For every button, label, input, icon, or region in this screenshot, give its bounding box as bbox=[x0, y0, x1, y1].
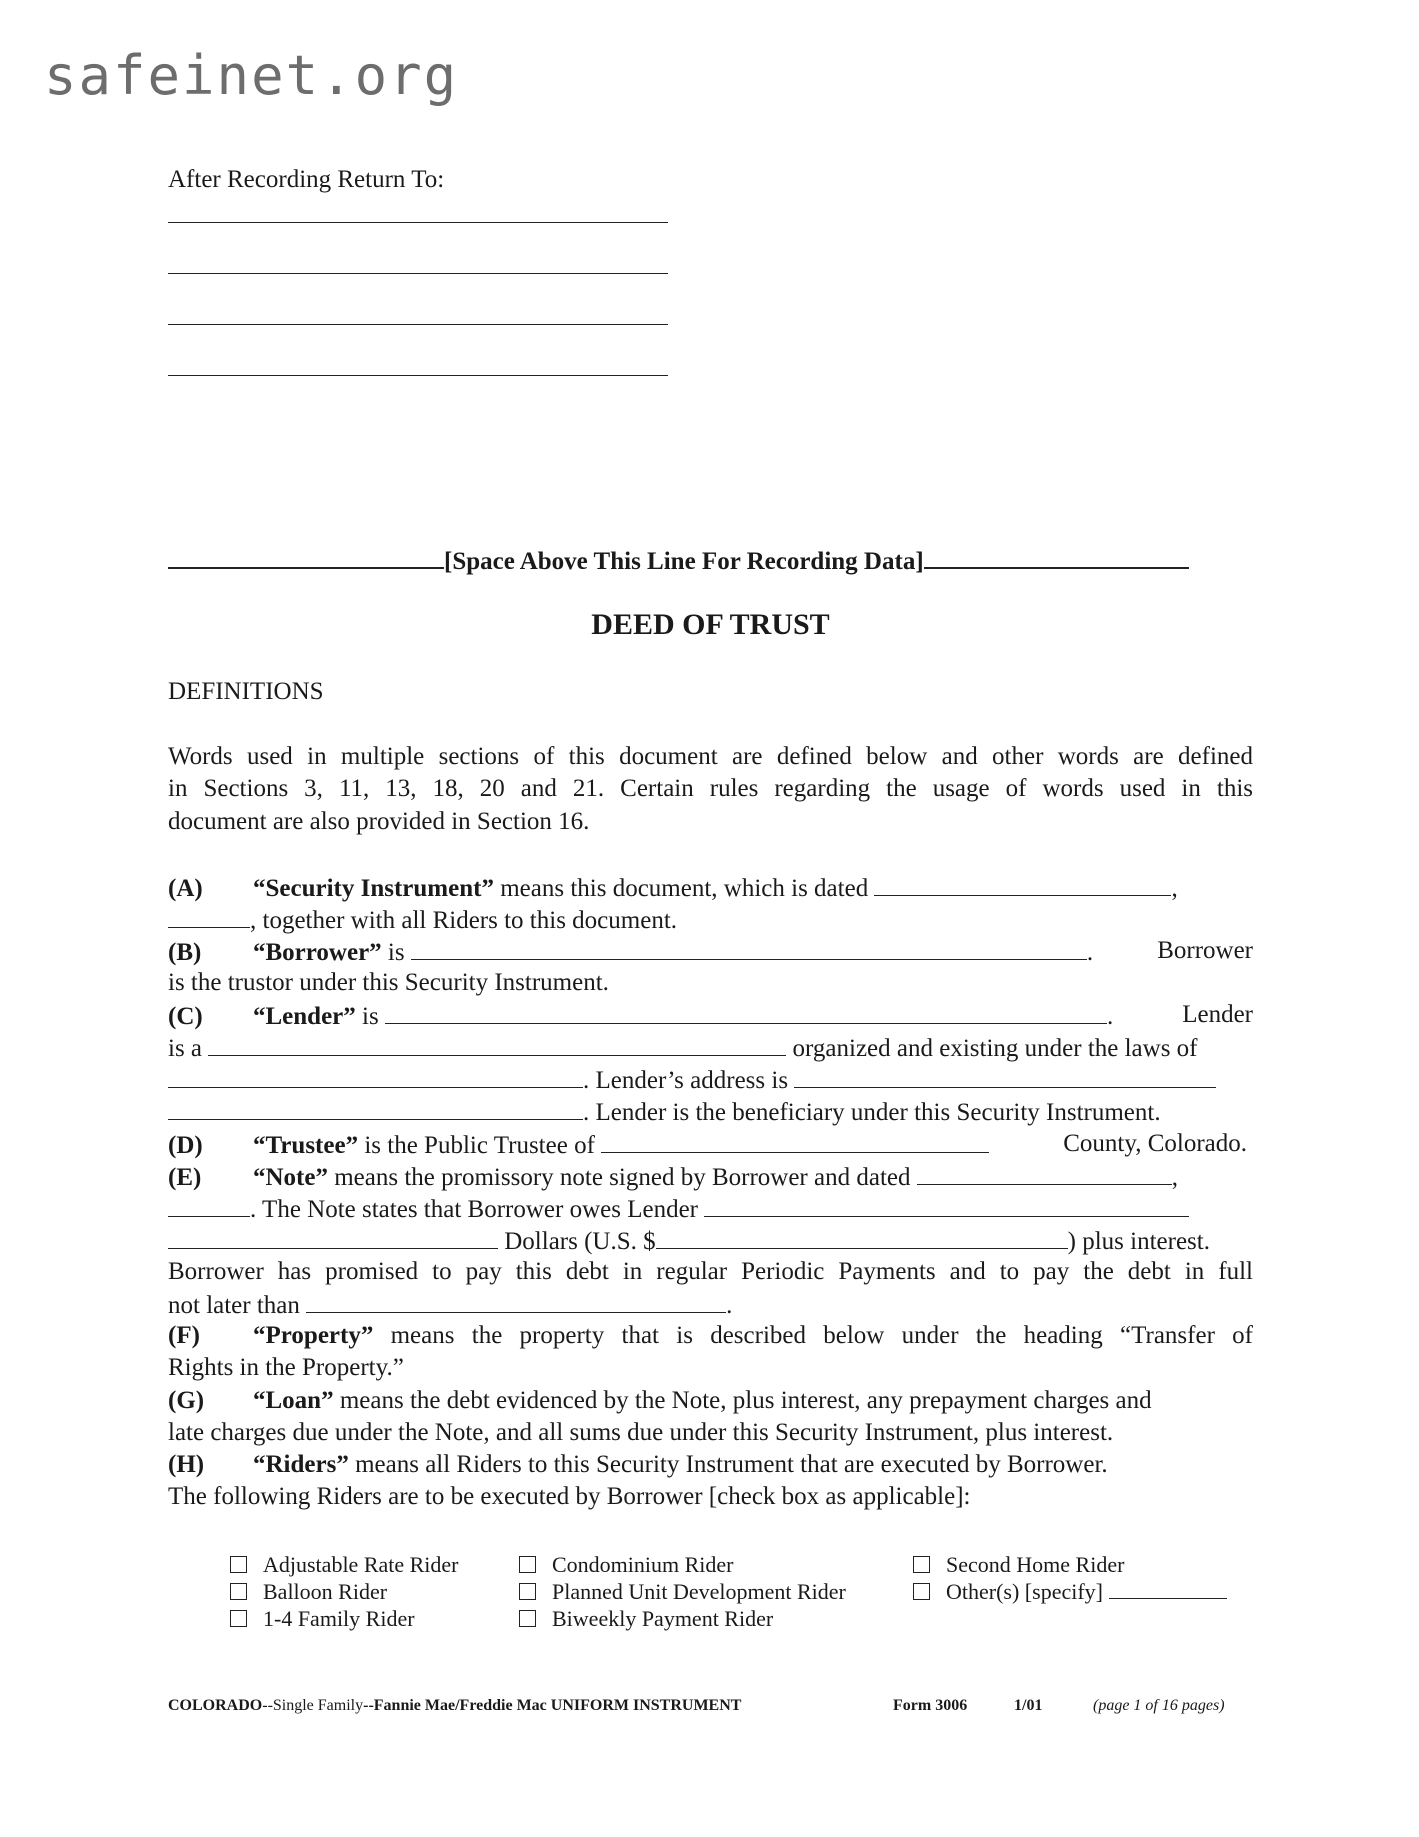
definition-e-term: “Note” bbox=[253, 1164, 328, 1191]
definition-e-cont-1 bbox=[168, 1192, 1253, 1227]
definition-b-text: is bbox=[381, 939, 411, 966]
definition-g-label: (G) bbox=[168, 1387, 205, 1414]
definition-c-text3: . Lender’s address is bbox=[583, 1067, 795, 1094]
trustee-county-field[interactable] bbox=[601, 1128, 989, 1153]
footer-instrument: COLORADO--Single Family--Fannie Mae/Freddie Mac UNIFORM INSTRUMENT bbox=[168, 1697, 742, 1714]
rider-item bbox=[519, 1551, 846, 1578]
definition-f-text: means the property that is described below under the heading “Transfer of bbox=[373, 1322, 1253, 1349]
definition-e-text: means the promissory note signed by Borrower and dated bbox=[327, 1164, 917, 1191]
separator-text: [Space Above This Line For Recording Data] bbox=[444, 548, 924, 575]
rider-label: Adjustable Rate Rider bbox=[263, 1552, 459, 1577]
definition-c-cont-3 bbox=[168, 1095, 1253, 1130]
definition-b-tail: Borrower bbox=[1157, 937, 1253, 964]
definition-e-cont-2 bbox=[168, 1224, 1253, 1259]
rider-item bbox=[230, 1578, 459, 1605]
footer-form-date: 1/01 bbox=[1014, 1697, 1043, 1714]
definition-h-term: “Riders” bbox=[253, 1451, 349, 1478]
definition-c-tail: Lender bbox=[1182, 1001, 1253, 1028]
document-title: DEED OF TRUST bbox=[591, 608, 830, 641]
rider-checkbox-biweekly[interactable] bbox=[519, 1610, 536, 1627]
rider-label: 1-4 Family Rider bbox=[263, 1606, 415, 1631]
definition-c-cont-1 bbox=[168, 1031, 1253, 1066]
definition-e-text2: . The Note states that Borrower owes Lender bbox=[250, 1196, 705, 1223]
definition-c-cont-2 bbox=[168, 1063, 1253, 1098]
watermark: safeinet.org bbox=[44, 44, 459, 107]
rider-checkbox-second-home[interactable] bbox=[913, 1556, 930, 1573]
intro-line-1: Words used in multiple sections of this document are defined below and other words are defined bbox=[168, 743, 1253, 770]
definition-d-tail: County, Colorado. bbox=[1063, 1130, 1247, 1157]
note-year-field[interactable] bbox=[168, 1192, 250, 1217]
intro-line-3: document are also provided in Section 16. bbox=[168, 808, 590, 835]
rider-label: Biweekly Payment Rider bbox=[552, 1606, 774, 1631]
riders-column-1 bbox=[230, 1551, 459, 1632]
definition-b-cont: is the trustor under this Security Instrument. bbox=[168, 969, 609, 996]
definition-h-cont: The following Riders are to be executed by Borrower [check box as applicable]: bbox=[168, 1483, 971, 1510]
definition-h-label: (H) bbox=[168, 1451, 205, 1478]
lender-entity-type-field[interactable] bbox=[208, 1031, 786, 1056]
return-to-label: After Recording Return To: bbox=[168, 166, 445, 193]
rider-label: Other(s) [specify] bbox=[946, 1579, 1109, 1604]
definition-d-text: is the Public Trustee of bbox=[358, 1132, 602, 1159]
note-amount-usd-field[interactable] bbox=[656, 1224, 1068, 1249]
definition-e-text3a: Dollars (U.S. $ bbox=[498, 1228, 656, 1255]
definition-c-text2a: is a bbox=[168, 1035, 209, 1062]
definition-c-text4: . Lender is the beneficiary under this Security Instrument. bbox=[583, 1099, 1161, 1126]
definition-c-text2b: organized and existing under the laws of bbox=[786, 1035, 1198, 1062]
definition-a-text2: , together with all Riders to this document. bbox=[250, 907, 678, 934]
note-date-field[interactable] bbox=[917, 1160, 1172, 1185]
definition-b: (B) “Borrower” is . Borrower bbox=[168, 935, 1253, 970]
definition-f bbox=[168, 1320, 1253, 1353]
security-instrument-year-field[interactable] bbox=[168, 903, 250, 928]
definitions-heading: DEFINITIONS bbox=[168, 678, 324, 705]
definition-e-cont-3: Borrower has promised to pay this debt in regular Periodic Payments and to pay the debt in full bbox=[168, 1258, 1253, 1285]
rider-checkbox-adjustable-rate[interactable] bbox=[230, 1556, 247, 1573]
definition-b-term: “Borrower” bbox=[253, 939, 382, 966]
riders-column-3 bbox=[913, 1551, 1227, 1605]
footer-form-number: Form 3006 bbox=[893, 1697, 968, 1714]
definition-g bbox=[168, 1385, 1253, 1418]
other-rider-specify-field[interactable] bbox=[1109, 1578, 1227, 1599]
rider-item bbox=[913, 1551, 1227, 1578]
footer-page-number: (page 1 of 16 pages) bbox=[1093, 1697, 1225, 1714]
return-line-3[interactable] bbox=[168, 324, 668, 325]
definition-a-cont bbox=[168, 903, 1253, 938]
definition-g-text: means the debt evidenced by the Note, plus interest, any prepayment charges and bbox=[333, 1387, 1152, 1414]
riders-column-2 bbox=[519, 1551, 846, 1632]
definition-a: (A) “Security Instrument” means this document, which is dated , bbox=[168, 871, 1253, 906]
separator-line-left bbox=[168, 545, 444, 569]
definition-f-term: “Property” bbox=[253, 1322, 374, 1349]
definition-e-text5: not later than bbox=[168, 1292, 307, 1319]
rider-label: Second Home Rider bbox=[946, 1552, 1125, 1577]
definition-d-label: (D) bbox=[168, 1132, 203, 1159]
definition-h bbox=[168, 1449, 1253, 1482]
rider-checkbox-planned-unit[interactable] bbox=[519, 1583, 536, 1600]
rider-checkbox-condominium[interactable] bbox=[519, 1556, 536, 1573]
rider-checkbox-1-4-family[interactable] bbox=[230, 1610, 247, 1627]
definition-c: (C) “Lender” is . Lender bbox=[168, 999, 1253, 1034]
definition-a-label: (A) bbox=[168, 875, 203, 902]
lender-jurisdiction-field[interactable] bbox=[168, 1063, 583, 1088]
rider-item bbox=[519, 1578, 846, 1605]
definition-f-label: (F) bbox=[168, 1322, 200, 1349]
definition-c-text: is bbox=[355, 1003, 385, 1030]
return-line-4[interactable] bbox=[168, 375, 668, 376]
definition-c-term: “Lender” bbox=[253, 1003, 356, 1030]
note-maturity-date-field[interactable] bbox=[306, 1288, 726, 1313]
definition-d-term: “Trustee” bbox=[253, 1132, 359, 1159]
rider-item bbox=[230, 1551, 459, 1578]
rider-checkbox-other[interactable] bbox=[913, 1583, 930, 1600]
recording-data-separator bbox=[168, 545, 1253, 579]
lender-address-field-1[interactable] bbox=[794, 1063, 1216, 1088]
definition-e-cont-4: not later than . bbox=[168, 1288, 1253, 1323]
definition-e-text3b: ) plus interest. bbox=[1067, 1228, 1210, 1255]
security-instrument-date-field[interactable] bbox=[874, 871, 1171, 896]
note-amount-words-field-1[interactable] bbox=[704, 1192, 1189, 1217]
rider-item bbox=[913, 1578, 1227, 1605]
definition-f-cont: Rights in the Property.” bbox=[168, 1354, 404, 1381]
definition-a-term: “Security Instrument” bbox=[253, 875, 494, 902]
intro-line-2: in Sections 3, 11, 13, 18, 20 and 21. Certain rules regarding the usage of words used in this bbox=[168, 775, 1253, 802]
borrower-name-field[interactable] bbox=[411, 935, 1087, 960]
definition-e-label: (E) bbox=[168, 1164, 202, 1191]
definition-e: (E) “Note” means the promissory note signed by Borrower and dated , bbox=[168, 1160, 1253, 1195]
rider-item bbox=[519, 1605, 846, 1632]
definition-a-text: means this document, which is dated bbox=[493, 875, 875, 902]
rider-label: Balloon Rider bbox=[263, 1579, 388, 1604]
definition-b-label: (B) bbox=[168, 939, 202, 966]
definition-h-text: means all Riders to this Security Instrument that are executed by Borrower. bbox=[348, 1451, 1108, 1478]
definition-d bbox=[168, 1128, 1253, 1163]
separator-line-right bbox=[924, 545, 1189, 569]
return-line-2[interactable] bbox=[168, 273, 668, 274]
definition-g-cont: late charges due under the Note, and all sums due under this Security Instrument, plus interest. bbox=[168, 1419, 1114, 1446]
definition-c-label: (C) bbox=[168, 1003, 203, 1030]
rider-item bbox=[230, 1605, 459, 1632]
rider-label: Planned Unit Development Rider bbox=[552, 1579, 846, 1604]
rider-checkbox-balloon[interactable] bbox=[230, 1583, 247, 1600]
rider-label: Condominium Rider bbox=[552, 1552, 734, 1577]
definition-g-term: “Loan” bbox=[253, 1387, 334, 1414]
note-amount-words-field-2[interactable] bbox=[168, 1224, 498, 1249]
return-line-1[interactable] bbox=[168, 222, 668, 223]
lender-address-field-2[interactable] bbox=[168, 1095, 583, 1120]
lender-name-field[interactable] bbox=[385, 999, 1107, 1024]
